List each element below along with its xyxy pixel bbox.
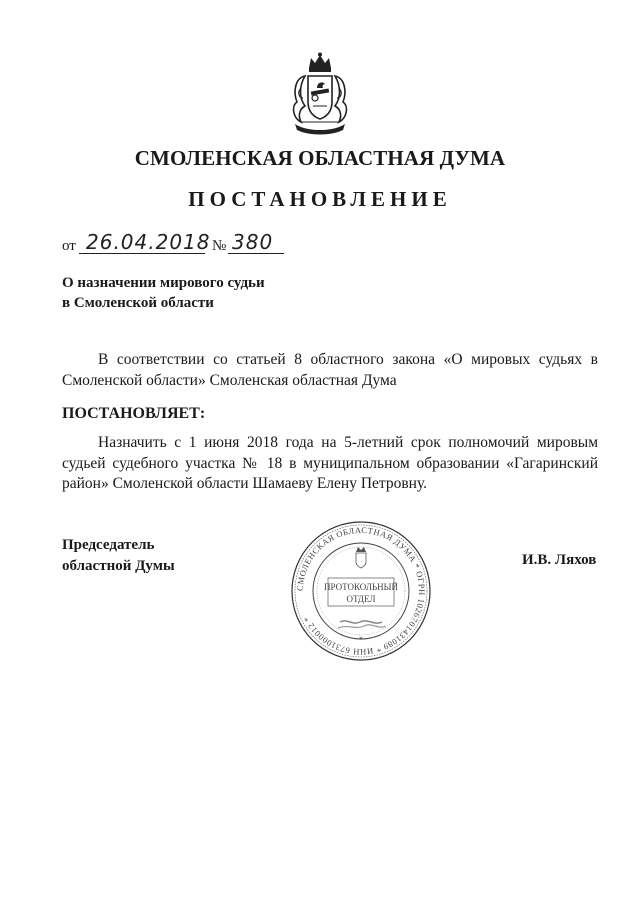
position-line-2: областной Думы — [62, 558, 175, 574]
handwritten-date: 26.04.2018 — [86, 230, 211, 254]
handwritten-number: 380 — [232, 230, 274, 254]
resolution-paragraph: Назначить с 1 июня 2018 года на 5-летний срок полномочий мировым судьей судебного участка № 18 в муниципальном образовании «Гагаринский район» Смоленской области Шамаеву Елену Петровну. — [62, 434, 598, 492]
date-underline — [79, 253, 205, 254]
position-line-1: Председатель — [62, 537, 155, 553]
date-from-label: от — [62, 238, 76, 254]
preamble-paragraph: В соответствии со статьей 8 областного закона «О мировых судьях в Смоленской области» Смоленская областная Дума — [62, 351, 598, 389]
number-label: № — [212, 238, 227, 254]
seal-center-line-2: ОТДЕЛ — [346, 594, 376, 604]
document-subject — [62, 273, 265, 313]
svg-text:*: * — [359, 635, 363, 644]
subject-line-1: О назначении мирового судьи — [62, 275, 265, 291]
signatory-name: И.В. Ляхов — [522, 552, 597, 568]
coat-of-arms-icon — [287, 52, 353, 136]
signatory-position — [62, 535, 175, 577]
seal-ring-text: СМОЛЕНСКАЯ ОБЛАСТНАЯ ДУМА * ОГРН 1026701431089 * ИНН 6731000012 * — [294, 524, 428, 658]
number-underline — [228, 253, 284, 254]
subject-line-2: в Смоленской области — [62, 295, 214, 311]
resolves-heading: ПОСТАНОВЛЯЕТ: — [62, 405, 206, 422]
document-type-heading: ПОСТАНОВЛЕНИЕ — [188, 187, 452, 211]
date-number-line — [62, 228, 302, 258]
seal-center-text — [290, 518, 432, 664]
organization-title: СМОЛЕНСКАЯ ОБЛАСТНАЯ ДУМА — [134, 146, 506, 170]
seal-center-line-1: ПРОТОКОЛЬНЫЙ — [324, 582, 398, 592]
round-seal-icon — [290, 518, 432, 664]
